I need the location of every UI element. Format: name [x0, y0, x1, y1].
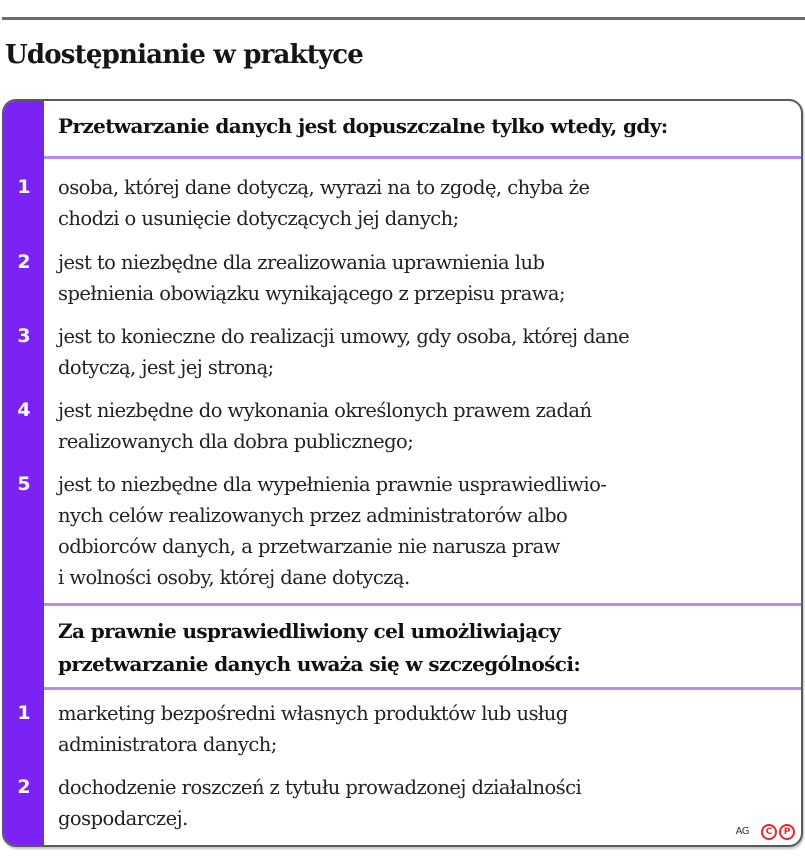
divider — [44, 156, 801, 159]
item-text: jest niezbędne do wykonania określonych prawem zadań realizowanych dla dobra publicznego; — [58, 399, 592, 453]
top-rule — [2, 17, 805, 20]
item-text: jest to konieczne do realizacji umowy, gdy osoba, której dane dotyczą, jest jej stroną; — [58, 325, 630, 379]
item-number: 1 — [17, 176, 31, 198]
item-number: 4 — [17, 399, 31, 421]
item-number: 2 — [17, 776, 31, 798]
section2-heading-line2: przetwarzanie danych uważa się w szczególności: — [58, 652, 581, 676]
author-credit: AG — [735, 826, 749, 837]
item-text: jest to niezbędne dla zrealizowania uprawnienia lub spełnienia obowiązku wynikającego z przepisu prawa; — [58, 251, 566, 305]
page-title: Udostępnianie w praktyce — [5, 40, 364, 70]
item-number: 1 — [17, 702, 31, 724]
item-number: 3 — [17, 325, 31, 347]
p-logo-icon: P — [779, 824, 795, 840]
divider — [44, 687, 801, 690]
section2-heading-line1: Za prawnie usprawiedliwiony cel umożliwiający — [58, 619, 561, 643]
copyright-icon: C — [761, 824, 777, 840]
item-text: marketing bezpośredni własnych produktów lub usług administratora danych; — [58, 702, 568, 756]
item-text: dochodzenie roszczeń z tytułu prowadzonej działalności gospodarczej. — [58, 776, 582, 830]
item-text: osoba, której dane dotyczą, wyrazi na to zgodę, chyba że chodzi o usunięcie dotyczących jej danych; — [58, 176, 590, 230]
copyright-logo — [761, 824, 795, 840]
section1-heading: Przetwarzanie danych jest dopuszczalne tylko wtedy, gdy: — [58, 114, 668, 138]
item-number: 5 — [17, 473, 31, 495]
divider — [44, 603, 801, 606]
item-text: jest to niezbędne dla wypełnienia prawnie usprawiedliwio- nych celów realizowanych przez administratorów albo odbiorców danych, a przetwarzanie nie narusza praw i wolności osoby, której dane dotyczą. — [58, 473, 607, 589]
item-number: 2 — [17, 251, 31, 273]
info-box — [2, 99, 803, 847]
